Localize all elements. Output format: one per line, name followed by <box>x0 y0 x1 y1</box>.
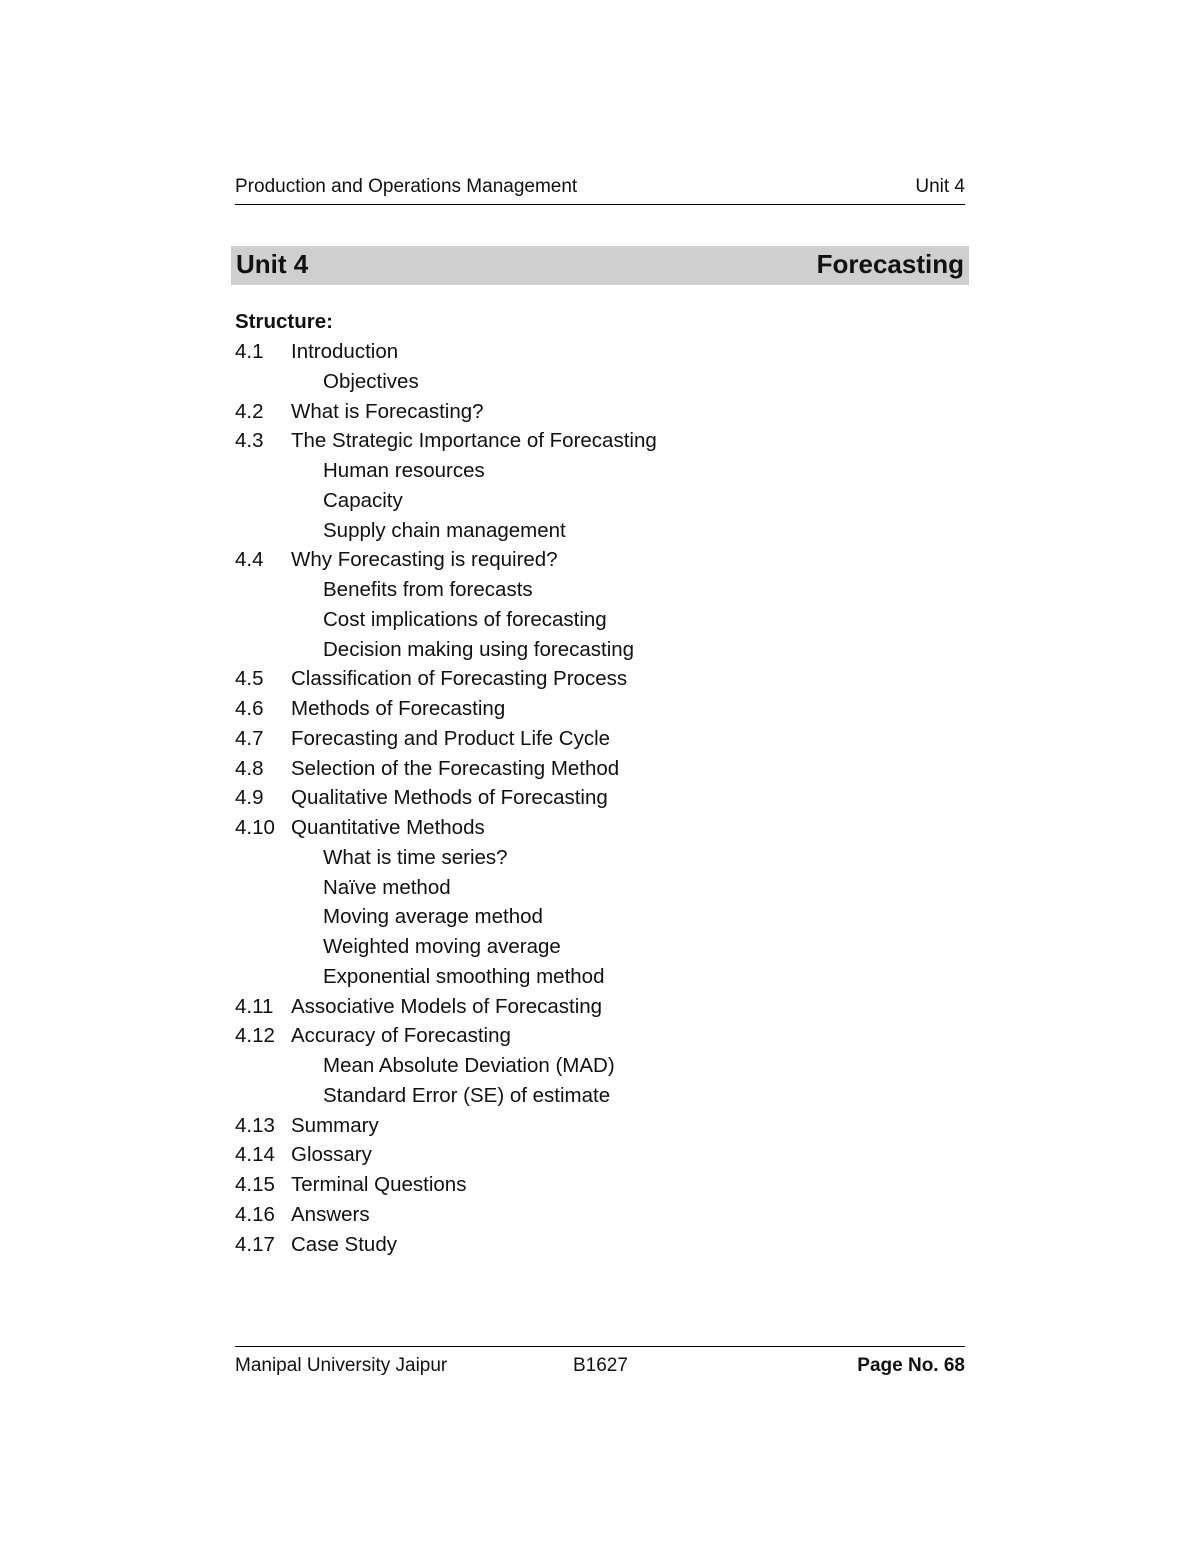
toc-item-text: Selection of the Forecasting Method <box>291 756 620 780</box>
toc-item-text: Supply chain management <box>323 518 566 542</box>
toc-item <box>235 1023 965 1053</box>
structure-heading: Structure: <box>235 310 333 333</box>
toc-item-text: Objectives <box>323 369 419 393</box>
toc-item <box>235 428 965 458</box>
toc-item-text: Glossary <box>291 1143 372 1167</box>
footer-code: B1627 <box>573 1355 628 1376</box>
toc-item <box>235 815 965 845</box>
toc-subitem <box>235 875 965 905</box>
toc-item-number: 4.13 <box>235 1113 275 1137</box>
toc-item-number: 4.10 <box>235 816 275 839</box>
toc-item-text: Exponential smoothing method <box>323 964 605 988</box>
toc-item <box>235 756 965 786</box>
toc-subitem <box>235 458 965 488</box>
toc-subitem <box>235 904 965 934</box>
toc-item-text: Answers <box>291 1202 370 1226</box>
toc-item <box>235 1232 965 1262</box>
toc-item <box>235 339 965 369</box>
toc-item-text: What is Forecasting? <box>291 399 484 423</box>
toc-item <box>235 666 965 696</box>
toc-item-number: 4.8 <box>235 756 264 780</box>
unit-label: Unit 4 <box>236 249 309 279</box>
toc-subitem <box>235 488 965 518</box>
page-footer <box>235 1346 965 1381</box>
toc-item <box>235 547 965 577</box>
toc-item-text: Moving average method <box>323 905 543 929</box>
toc-item <box>235 696 965 726</box>
toc-item-text: Summary <box>291 1113 379 1137</box>
toc-item-number: 4.15 <box>235 1173 275 1196</box>
toc-item <box>235 1113 965 1143</box>
toc-item-number: 4.6 <box>235 697 264 720</box>
toc-item-text: Why Forecasting is required? <box>291 548 558 572</box>
toc-item-number: 4.16 <box>235 1202 275 1226</box>
toc-item-text: Decision making using forecasting <box>323 637 635 661</box>
toc-list <box>235 339 965 1261</box>
toc-item-text: Terminal Questions <box>291 1173 467 1196</box>
toc-subitem <box>235 577 965 607</box>
toc-item-number: 4.9 <box>235 786 264 810</box>
toc-subitem <box>235 964 965 994</box>
toc-item-number: 4.11 <box>235 994 274 1018</box>
course-title: Production and Operations Management <box>235 176 578 197</box>
toc-item-text: Weighted moving average <box>323 935 561 958</box>
toc-subitem <box>235 1053 965 1083</box>
toc-item-text: Associative Models of Forecasting <box>291 994 603 1018</box>
toc-item <box>235 1142 965 1172</box>
toc-item-text: Naïve method <box>323 875 451 899</box>
toc-item <box>235 1202 965 1232</box>
unit-banner <box>231 246 969 285</box>
toc-subitem <box>235 934 965 964</box>
unit-title: Forecasting <box>816 249 964 279</box>
toc-item-text: Case Study <box>291 1232 397 1256</box>
toc-item-number: 4.1 <box>235 340 264 363</box>
toc-subitem <box>235 845 965 875</box>
toc-item-text: Human resources <box>323 459 485 482</box>
toc-item-text: Standard Error (SE) of estimate <box>323 1083 611 1107</box>
page-header <box>235 176 965 205</box>
toc-item-text: Cost implications of forecasting <box>323 607 607 631</box>
toc-item-number: 4.17 <box>235 1232 275 1256</box>
footer-page-number: Page No. 68 <box>857 1355 965 1376</box>
toc-item-text: Accuracy of Forecasting <box>291 1024 511 1048</box>
structure-section <box>235 309 965 1261</box>
toc-subitem <box>235 369 965 399</box>
toc-item-number: 4.7 <box>235 726 264 750</box>
toc-item <box>235 785 965 815</box>
toc-item-text: Benefits from forecasts <box>323 578 533 601</box>
toc-subitem <box>235 637 965 667</box>
toc-item <box>235 994 965 1024</box>
toc-subitem <box>235 607 965 637</box>
toc-item-number: 4.5 <box>235 667 264 691</box>
toc-item-number: 4.14 <box>235 1143 275 1167</box>
toc-item <box>235 399 965 429</box>
toc-item-text: Mean Absolute Deviation (MAD) <box>323 1054 615 1077</box>
toc-item-number: 4.4 <box>235 548 264 572</box>
toc-item-text: Forecasting and Product Life Cycle <box>291 726 611 750</box>
toc-item <box>235 1172 965 1202</box>
toc-item-text: Methods of Forecasting <box>291 697 506 720</box>
toc-item-text: Capacity <box>323 488 403 512</box>
toc-item-text: Qualitative Methods of Forecasting <box>291 786 608 810</box>
toc-item-text: Classification of Forecasting Process <box>291 667 628 691</box>
toc-item-number: 4.3 <box>235 429 264 453</box>
toc-subitem <box>235 518 965 548</box>
toc-item-number: 4.12 <box>235 1024 275 1048</box>
toc-item-text: What is time series? <box>323 845 508 869</box>
toc-item <box>235 726 965 756</box>
toc-item-text: The Strategic Importance of Forecasting <box>291 429 657 453</box>
footer-institution: Manipal University Jaipur <box>235 1355 448 1376</box>
header-unit-ref: Unit 4 <box>915 176 965 197</box>
toc-item-number: 4.2 <box>235 399 264 423</box>
toc-subitem <box>235 1083 965 1113</box>
toc-item-text: Introduction <box>291 340 399 363</box>
toc-item-text: Quantitative Methods <box>291 816 485 839</box>
